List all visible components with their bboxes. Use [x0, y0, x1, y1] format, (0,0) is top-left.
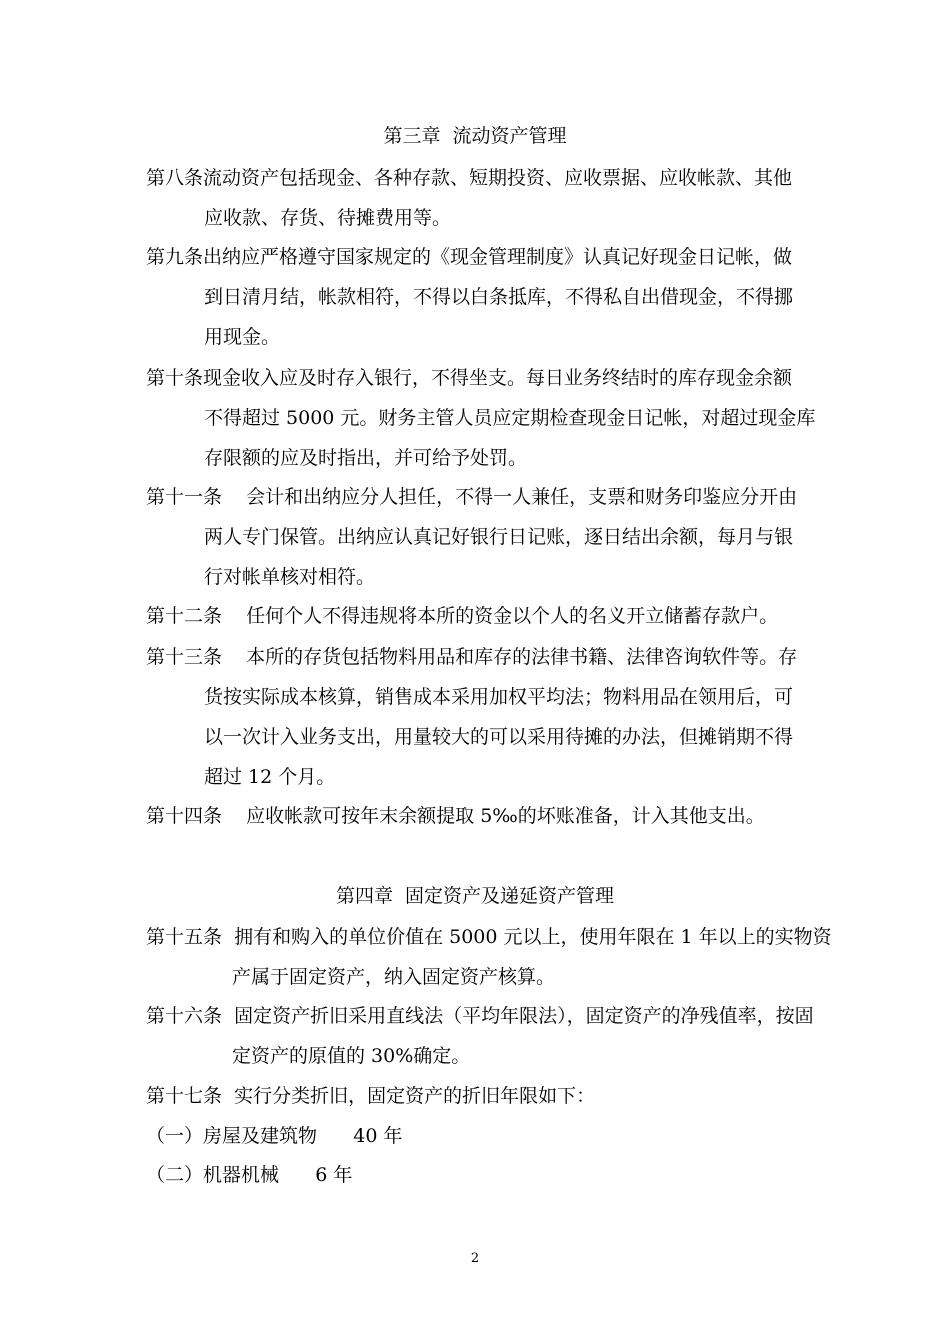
article-15-line-1: 第十五条 拥有和购入的单位价值在 5000 元以上，使用年限在 1 年以上的实物资: [146, 926, 832, 948]
article-13-line-3: 以一次计入业务支出，用量较大的可以采用待摊的办法，但摊销期不得: [204, 726, 794, 748]
page-number: 2: [470, 1251, 480, 1266]
article-10-line-3: 存限额的应及时指出，并可给予处罚。: [204, 447, 528, 469]
article-10-line-2: 不得超过 5000 元。财务主管人员应定期检查现金日记帐，对超过现金库: [204, 407, 816, 429]
article-13-line-2: 货按实际成本核算，销售成本采用加权平均法；物料用品在领用后，可: [204, 686, 794, 708]
article-12-line-1: 第十二条 任何个人不得违规将本所的资金以个人的名义开立储蓄存款户。: [146, 605, 779, 627]
article-9-line-1: 第九条出纳应严格遵守国家规定的《现金管理制度》认真记好现金日记帐，做: [146, 246, 793, 268]
article-8-line-1: 第八条流动资产包括现金、各种存款、短期投资、应收票据、应收帐款、其他: [146, 167, 793, 189]
article-15-line-2: 产属于固定资产，纳入固定资产核算。: [232, 966, 556, 988]
article-17-line-1: 第十七条 实行分类折旧，固定资产的折旧年限如下：: [146, 1085, 596, 1107]
article-14-line-1: 第十四条 应收帐款可按年末余额提取 5‰的坏账准备，计入其他支出。: [146, 805, 765, 827]
article-16-line-1: 第十六条 固定资产折旧采用直线法（平均年限法），固定资产的净残值率，按固: [146, 1005, 814, 1027]
article-9-line-3: 用现金。: [204, 326, 281, 348]
chapter-4-heading: 第四章 固定资产及递延资产管理: [335, 885, 615, 907]
article-8-line-2: 应收款、存货、待摊费用等。: [204, 207, 452, 229]
article-11-line-1: 第十一条 会计和出纳应分人担任，不得一人兼任，支票和财务印鉴应分开由: [146, 486, 798, 508]
chapter-3-heading: 第三章 流动资产管理: [383, 125, 567, 147]
article-13-line-1: 第十三条 本所的存货包括物料用品和库存的法律书籍、法律咨询软件等。存: [146, 646, 798, 668]
article-11-line-2: 两人专门保管。出纳应认真记好银行日记账，逐日结出余额，每月与银: [204, 526, 794, 548]
article-11-line-3: 行对帐单核对相符。: [204, 566, 376, 588]
article-9-line-2: 到日清月结，帐款相符，不得以白条抵库，不得私自出借现金，不得挪: [204, 286, 794, 308]
list-item: （一）房屋及建筑物 40 年: [146, 1125, 403, 1147]
article-16-line-2: 定资产的原值的 30%确定。: [232, 1045, 471, 1067]
list-item: （二）机器机械 6 年: [146, 1164, 353, 1186]
article-13-line-4: 超过 12 个月。: [204, 766, 336, 788]
article-10-line-1: 第十条现金收入应及时存入银行，不得坐支。每日业务终结时的库存现金余额: [146, 367, 793, 389]
